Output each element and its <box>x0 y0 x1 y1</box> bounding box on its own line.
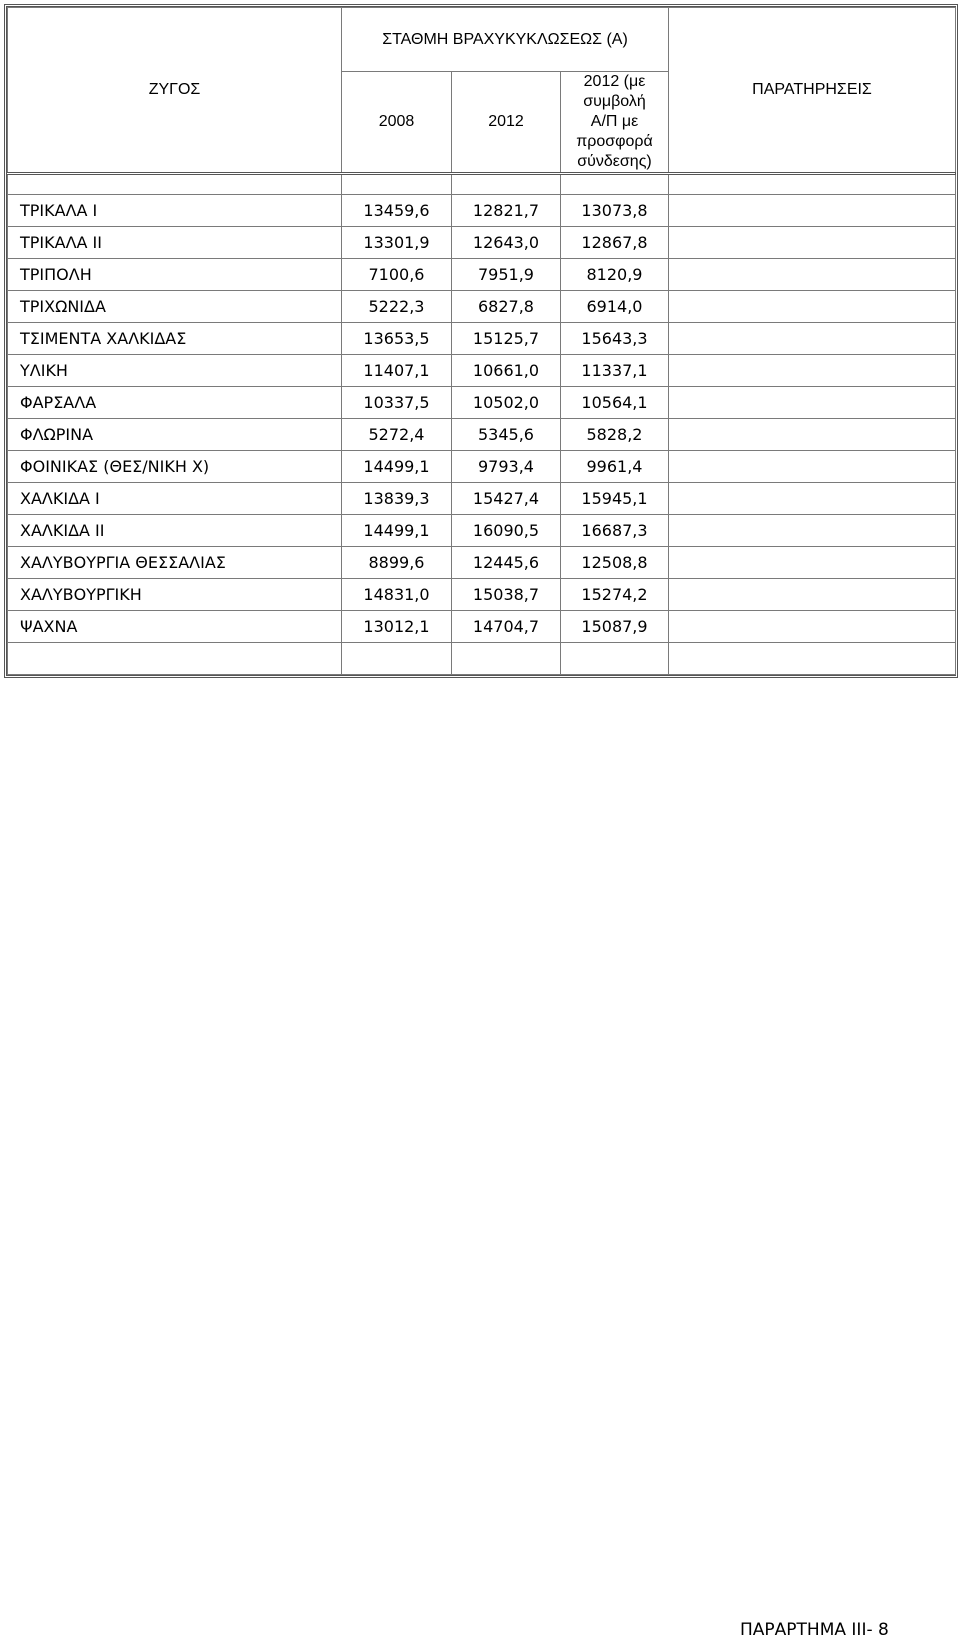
value-2012-ap-cell: 15945,1 <box>561 483 669 515</box>
substation-name-cell: ΦΑΡΣΑΛΑ <box>8 387 342 419</box>
value-2008-cell: 7100,6 <box>342 259 452 291</box>
remarks-cell <box>669 227 956 259</box>
remarks-cell <box>669 387 956 419</box>
value-2012-ap-cell: 6914,0 <box>561 291 669 323</box>
value-2012-cell: 5345,6 <box>452 419 561 451</box>
value-2012-cell: 10661,0 <box>452 355 561 387</box>
column-group-header: ΣΤΑΘΜΗ ΒΡΑΧΥΚΥΚΛΩΣΕΩΣ (Α) <box>342 8 669 72</box>
column-header-2012-ap <box>561 72 669 174</box>
value-2012-cell: 12643,0 <box>452 227 561 259</box>
table-row <box>8 483 956 515</box>
substation-name-cell: ΤΣΙΜΕΝΤΑ ΧΑΛΚΙΔΑΣ <box>8 323 342 355</box>
empty-table-row <box>8 643 956 675</box>
table-row <box>8 611 956 643</box>
value-2008-cell: 14499,1 <box>342 515 452 547</box>
value-2008-cell: 14831,0 <box>342 579 452 611</box>
value-2012-cell: 12445,6 <box>452 547 561 579</box>
table-row <box>8 291 956 323</box>
header-line: προσφορά <box>576 133 653 150</box>
table-row <box>8 515 956 547</box>
remarks-cell <box>669 355 956 387</box>
value-2012-cell: 7951,9 <box>452 259 561 291</box>
table-row <box>8 419 956 451</box>
column-header-zygos: ΖΥΓΟΣ <box>8 8 342 174</box>
value-2012-cell: 15038,7 <box>452 579 561 611</box>
value-2008-cell: 13012,1 <box>342 611 452 643</box>
value-2012-ap-cell: 11337,1 <box>561 355 669 387</box>
value-2012-ap-cell: 15274,2 <box>561 579 669 611</box>
header-line: συμβολή <box>583 93 646 110</box>
substation-name-cell: ΥΛΙΚΗ <box>8 355 342 387</box>
value-2012-ap-cell: 12508,8 <box>561 547 669 579</box>
table-row <box>8 451 956 483</box>
value-2012-ap-cell: 10564,1 <box>561 387 669 419</box>
substation-name-cell: ΨΑΧΝΑ <box>8 611 342 643</box>
substation-name-cell: ΧΑΛΥΒΟΥΡΓΙΑ ΘΕΣΣΑΛΙΑΣ <box>8 547 342 579</box>
table-row <box>8 579 956 611</box>
page-footer-label: ΠΑΡΑΡΤΗΜΑ ΙΙΙ- 8 <box>740 1620 889 1640</box>
value-2012-ap-cell: 15643,3 <box>561 323 669 355</box>
substation-name-cell: ΤΡΙΚΑΛΑ Ι <box>8 195 342 227</box>
value-2012-ap-cell: 9961,4 <box>561 451 669 483</box>
remarks-cell <box>669 611 956 643</box>
column-header-remarks: ΠΑΡΑΤΗΡΗΣΕΙΣ <box>669 8 956 174</box>
value-2012-cell: 12821,7 <box>452 195 561 227</box>
value-2012-cell: 9793,4 <box>452 451 561 483</box>
substation-name-cell: ΤΡΙΧΩΝΙΔΑ <box>8 291 342 323</box>
table-row <box>8 259 956 291</box>
value-2008-cell: 13459,6 <box>342 195 452 227</box>
remarks-cell <box>669 451 956 483</box>
value-2008-cell: 14499,1 <box>342 451 452 483</box>
value-2012-cell: 14704,7 <box>452 611 561 643</box>
value-2012-cell: 10502,0 <box>452 387 561 419</box>
table-row <box>8 387 956 419</box>
short-circuit-table <box>7 7 956 675</box>
value-2012-ap-cell: 15087,9 <box>561 611 669 643</box>
substation-name-cell: ΧΑΛΚΙΔΑ ΙΙ <box>8 515 342 547</box>
value-2008-cell: 5222,3 <box>342 291 452 323</box>
substation-name-cell: ΧΑΛΥΒΟΥΡΓΙΚΗ <box>8 579 342 611</box>
header-line: 2012 (με <box>583 73 646 90</box>
value-2008-cell: 13653,5 <box>342 323 452 355</box>
remarks-cell <box>669 323 956 355</box>
value-2008-cell: 11407,1 <box>342 355 452 387</box>
table-row <box>8 547 956 579</box>
value-2012-cell: 15125,7 <box>452 323 561 355</box>
substation-name-cell: ΧΑΛΚΙΔΑ Ι <box>8 483 342 515</box>
header-line: Α/Π με <box>590 113 639 130</box>
remarks-cell <box>669 291 956 323</box>
remarks-cell <box>669 515 956 547</box>
table-row <box>8 323 956 355</box>
column-header-2008: 2008 <box>342 72 452 174</box>
value-2008-cell: 5272,4 <box>342 419 452 451</box>
value-2012-ap-cell: 13073,8 <box>561 195 669 227</box>
header-separator-row <box>8 174 956 195</box>
remarks-cell <box>669 547 956 579</box>
substation-name-cell: ΦΛΩΡΙΝΑ <box>8 419 342 451</box>
value-2008-cell: 13839,3 <box>342 483 452 515</box>
header-row-top <box>8 8 956 72</box>
substation-name-cell: ΦΟΙΝΙΚΑΣ (ΘΕΣ/ΝΙΚΗ Χ) <box>8 451 342 483</box>
value-2012-ap-cell: 5828,2 <box>561 419 669 451</box>
remarks-cell <box>669 483 956 515</box>
short-circuit-table-frame <box>4 4 958 678</box>
value-2008-cell: 10337,5 <box>342 387 452 419</box>
value-2012-ap-cell: 16687,3 <box>561 515 669 547</box>
remarks-cell <box>669 419 956 451</box>
value-2012-cell: 16090,5 <box>452 515 561 547</box>
remarks-cell <box>669 195 956 227</box>
value-2012-ap-cell: 12867,8 <box>561 227 669 259</box>
value-2008-cell: 13301,9 <box>342 227 452 259</box>
remarks-cell <box>669 579 956 611</box>
table-row <box>8 227 956 259</box>
substation-name-cell: ΤΡΙΚΑΛΑ ΙΙ <box>8 227 342 259</box>
header-line: σύνδεσης) <box>577 153 652 170</box>
value-2012-ap-cell: 8120,9 <box>561 259 669 291</box>
value-2012-cell: 6827,8 <box>452 291 561 323</box>
substation-name-cell: ΤΡΙΠΟΛΗ <box>8 259 342 291</box>
column-header-2012: 2012 <box>452 72 561 174</box>
remarks-cell <box>669 259 956 291</box>
value-2012-cell: 15427,4 <box>452 483 561 515</box>
table-row <box>8 355 956 387</box>
value-2008-cell: 8899,6 <box>342 547 452 579</box>
table-row <box>8 195 956 227</box>
